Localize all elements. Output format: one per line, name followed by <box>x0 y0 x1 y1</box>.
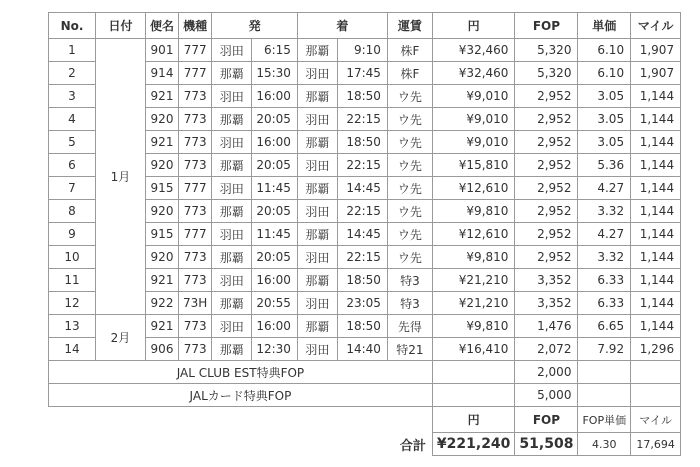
fare-type: ウ先 <box>387 246 432 269</box>
departure-airport: 那覇 <box>212 338 252 361</box>
arrival-airport: 那覇 <box>297 223 337 246</box>
summary-header-row <box>49 407 681 433</box>
fop-value: 2,952 <box>515 131 578 154</box>
departure-airport: 羽田 <box>212 223 252 246</box>
fare-type: 特3 <box>387 292 432 315</box>
summary-spacer <box>49 407 433 433</box>
row-no: 14 <box>49 338 96 361</box>
header-unit-price: 単価 <box>578 13 631 39</box>
miles-value: 1,907 <box>631 39 681 62</box>
summary-header-unit: FOP単価 <box>578 407 631 433</box>
row-no: 10 <box>49 246 96 269</box>
departure-time: 15:30 <box>252 62 298 85</box>
arrival-airport: 那覇 <box>297 315 337 338</box>
aircraft-type: 773 <box>179 269 212 292</box>
departure-airport: 羽田 <box>212 315 252 338</box>
fare-type: ウ先 <box>387 85 432 108</box>
flight-number: 901 <box>146 39 179 62</box>
departure-time: 16:00 <box>252 85 298 108</box>
aircraft-type: 773 <box>179 108 212 131</box>
fop-value: 2,072 <box>515 338 578 361</box>
bonus-label: JAL CLUB EST特典FOP <box>49 361 433 384</box>
arrival-airport: 那覇 <box>297 85 337 108</box>
unit-price: 7.92 <box>578 338 631 361</box>
summary-miles: 17,694 <box>631 433 681 456</box>
fare-yen: ¥9,010 <box>432 131 515 154</box>
header-date: 日付 <box>96 13 146 39</box>
arrival-time: 14:40 <box>337 338 387 361</box>
departure-airport: 那覇 <box>212 154 252 177</box>
miles-value: 1,907 <box>631 62 681 85</box>
departure-airport: 那覇 <box>212 292 252 315</box>
flight-number: 921 <box>146 131 179 154</box>
arrival-airport: 羽田 <box>297 154 337 177</box>
arrival-time: 17:45 <box>337 62 387 85</box>
flight-number: 914 <box>146 62 179 85</box>
aircraft-type: 773 <box>179 154 212 177</box>
fare-type: ウ先 <box>387 177 432 200</box>
arrival-airport: 羽田 <box>297 200 337 223</box>
departure-time: 20:05 <box>252 246 298 269</box>
unit-price: 6.10 <box>578 39 631 62</box>
flight-log-container <box>48 12 681 456</box>
unit-price: 3.05 <box>578 85 631 108</box>
summary-unit: 4.30 <box>578 433 631 456</box>
aircraft-type: 773 <box>179 315 212 338</box>
bonus-fop: 5,000 <box>515 384 578 407</box>
bonus-section <box>49 361 681 456</box>
fare-yen: ¥12,610 <box>432 223 515 246</box>
unit-price: 6.33 <box>578 269 631 292</box>
bonus-yen-blank <box>432 384 515 407</box>
arrival-time: 18:50 <box>337 131 387 154</box>
row-no: 13 <box>49 315 96 338</box>
fop-value: 2,952 <box>515 85 578 108</box>
flight-number: 920 <box>146 108 179 131</box>
summary-row <box>49 433 681 456</box>
flight-number: 920 <box>146 200 179 223</box>
fop-value: 2,952 <box>515 200 578 223</box>
flight-number: 906 <box>146 338 179 361</box>
unit-price: 5.36 <box>578 154 631 177</box>
fare-yen: ¥15,810 <box>432 154 515 177</box>
departure-time: 11:45 <box>252 223 298 246</box>
arrival-airport: 那覇 <box>297 39 337 62</box>
aircraft-type: 777 <box>179 223 212 246</box>
arrival-time: 22:15 <box>337 154 387 177</box>
fop-value: 2,952 <box>515 154 578 177</box>
row-no: 4 <box>49 108 96 131</box>
row-no: 5 <box>49 131 96 154</box>
bonus-miles-blank <box>631 384 681 407</box>
fare-type: ウ先 <box>387 131 432 154</box>
departure-airport: 羽田 <box>212 131 252 154</box>
summary-header-yen: 円 <box>432 407 515 433</box>
fare-yen: ¥12,610 <box>432 177 515 200</box>
departure-airport: 那覇 <box>212 62 252 85</box>
arrival-airport: 那覇 <box>297 177 337 200</box>
arrival-time: 14:45 <box>337 177 387 200</box>
flight-number: 915 <box>146 177 179 200</box>
flight-number: 922 <box>146 292 179 315</box>
flight-number: 915 <box>146 223 179 246</box>
row-no: 2 <box>49 62 96 85</box>
departure-airport: 羽田 <box>212 269 252 292</box>
bonus-unit-blank <box>578 384 631 407</box>
arrival-time: 18:50 <box>337 269 387 292</box>
bonus-unit-blank <box>578 361 631 384</box>
fare-yen: ¥16,410 <box>432 338 515 361</box>
miles-value: 1,144 <box>631 269 681 292</box>
miles-value: 1,144 <box>631 246 681 269</box>
arrival-time: 22:15 <box>337 246 387 269</box>
fare-type: 特3 <box>387 269 432 292</box>
row-no: 11 <box>49 269 96 292</box>
fare-yen: ¥32,460 <box>432 39 515 62</box>
flight-number: 920 <box>146 154 179 177</box>
row-no: 9 <box>49 223 96 246</box>
miles-value: 1,296 <box>631 338 681 361</box>
fare-type: 特21 <box>387 338 432 361</box>
miles-value: 1,144 <box>631 177 681 200</box>
departure-airport: 羽田 <box>212 85 252 108</box>
flight-number: 921 <box>146 269 179 292</box>
arrival-airport: 那覇 <box>297 131 337 154</box>
fare-yen: ¥9,010 <box>432 108 515 131</box>
departure-time: 16:00 <box>252 269 298 292</box>
header-no: No. <box>49 13 96 39</box>
departure-airport: 羽田 <box>212 177 252 200</box>
arrival-airport: 羽田 <box>297 62 337 85</box>
miles-value: 1,144 <box>631 85 681 108</box>
aircraft-type: 777 <box>179 177 212 200</box>
miles-value: 1,144 <box>631 223 681 246</box>
unit-price: 4.27 <box>578 177 631 200</box>
fare-yen: ¥9,010 <box>432 85 515 108</box>
fare-yen: ¥21,210 <box>432 292 515 315</box>
unit-price: 3.32 <box>578 246 631 269</box>
header-miles: マイル <box>631 13 681 39</box>
aircraft-type: 773 <box>179 246 212 269</box>
departure-time: 20:05 <box>252 108 298 131</box>
unit-price: 6.10 <box>578 62 631 85</box>
fare-type: ウ先 <box>387 108 432 131</box>
header-arrival: 着 <box>297 13 387 39</box>
arrival-time: 9:10 <box>337 39 387 62</box>
fare-type: ウ先 <box>387 200 432 223</box>
fop-value: 2,952 <box>515 108 578 131</box>
miles-value: 1,144 <box>631 292 681 315</box>
fare-type: ウ先 <box>387 154 432 177</box>
fare-type: 先得 <box>387 315 432 338</box>
departure-time: 11:45 <box>252 177 298 200</box>
fare-type: 株F <box>387 62 432 85</box>
row-no: 7 <box>49 177 96 200</box>
aircraft-type: 773 <box>179 338 212 361</box>
header-departure: 発 <box>212 13 298 39</box>
arrival-time: 18:50 <box>337 85 387 108</box>
summary-header-fop: FOP <box>515 407 578 433</box>
summary-label: 合計 <box>399 438 426 454</box>
bonus-row <box>49 361 681 384</box>
fop-value: 3,352 <box>515 269 578 292</box>
arrival-time: 22:15 <box>337 200 387 223</box>
bonus-row <box>49 384 681 407</box>
arrival-airport: 羽田 <box>297 246 337 269</box>
fare-type: ウ先 <box>387 223 432 246</box>
unit-price: 3.32 <box>578 200 631 223</box>
header-fop: FOP <box>515 13 578 39</box>
flight-row <box>49 315 681 338</box>
header-row <box>49 13 681 39</box>
header-aircraft: 機種 <box>179 13 212 39</box>
fare-yen: ¥21,210 <box>432 269 515 292</box>
unit-price: 3.05 <box>578 108 631 131</box>
bonus-fop: 2,000 <box>515 361 578 384</box>
fop-value: 2,952 <box>515 177 578 200</box>
departure-time: 16:00 <box>252 315 298 338</box>
bonus-yen-blank <box>432 361 515 384</box>
departure-time: 12:30 <box>252 338 298 361</box>
arrival-airport: 羽田 <box>297 108 337 131</box>
fop-value: 2,952 <box>515 223 578 246</box>
arrival-airport: 羽田 <box>297 292 337 315</box>
unit-price: 6.33 <box>578 292 631 315</box>
header-yen: 円 <box>432 13 515 39</box>
date-cell-january: 1月 <box>96 39 146 315</box>
miles-value: 1,144 <box>631 131 681 154</box>
miles-value: 1,144 <box>631 108 681 131</box>
departure-time: 16:00 <box>252 131 298 154</box>
arrival-time: 14:45 <box>337 223 387 246</box>
miles-value: 1,144 <box>631 315 681 338</box>
flight-number: 920 <box>146 246 179 269</box>
aircraft-type: 773 <box>179 200 212 223</box>
row-no: 1 <box>49 39 96 62</box>
departure-time: 20:05 <box>252 200 298 223</box>
fare-yen: ¥32,460 <box>432 62 515 85</box>
aircraft-type: 73H <box>179 292 212 315</box>
fop-value: 3,352 <box>515 292 578 315</box>
date-cell-february: 2月 <box>96 315 146 361</box>
row-no: 6 <box>49 154 96 177</box>
summary-fop: 51,508 <box>515 433 578 456</box>
departure-airport: 羽田 <box>212 39 252 62</box>
row-no: 8 <box>49 200 96 223</box>
summary-yen: ¥221,240 <box>432 433 515 456</box>
departure-airport: 那覇 <box>212 246 252 269</box>
unit-price: 3.05 <box>578 131 631 154</box>
unit-price: 6.65 <box>578 315 631 338</box>
fop-value: 5,320 <box>515 39 578 62</box>
flight-number: 921 <box>146 315 179 338</box>
bonus-label: JALカード特典FOP <box>49 384 433 407</box>
fare-yen: ¥9,810 <box>432 315 515 338</box>
arrival-time: 18:50 <box>337 315 387 338</box>
aircraft-type: 777 <box>179 39 212 62</box>
fop-value: 2,952 <box>515 246 578 269</box>
flight-row <box>49 39 681 62</box>
header-fare: 運賃 <box>387 13 432 39</box>
departure-airport: 那覇 <box>212 200 252 223</box>
departure-time: 6:15 <box>252 39 298 62</box>
fare-yen: ¥9,810 <box>432 200 515 223</box>
fare-yen: ¥9,810 <box>432 246 515 269</box>
row-no: 12 <box>49 292 96 315</box>
flight-number: 921 <box>146 85 179 108</box>
fop-value: 1,476 <box>515 315 578 338</box>
arrival-airport: 羽田 <box>297 338 337 361</box>
fare-type: 株F <box>387 39 432 62</box>
table-body <box>49 39 681 361</box>
unit-price: 4.27 <box>578 223 631 246</box>
bonus-miles-blank <box>631 361 681 384</box>
miles-value: 1,144 <box>631 200 681 223</box>
table-header <box>49 13 681 39</box>
departure-time: 20:55 <box>252 292 298 315</box>
arrival-time: 23:05 <box>337 292 387 315</box>
miles-value: 1,144 <box>631 154 681 177</box>
summary-header-miles: マイル <box>631 407 681 433</box>
arrival-time: 22:15 <box>337 108 387 131</box>
header-flight: 便名 <box>146 13 179 39</box>
aircraft-type: 777 <box>179 62 212 85</box>
arrival-airport: 那覇 <box>297 269 337 292</box>
row-no: 3 <box>49 85 96 108</box>
flight-log-table <box>48 12 681 456</box>
departure-airport: 那覇 <box>212 108 252 131</box>
departure-time: 20:05 <box>252 154 298 177</box>
fop-value: 5,320 <box>515 62 578 85</box>
aircraft-type: 773 <box>179 131 212 154</box>
aircraft-type: 773 <box>179 85 212 108</box>
